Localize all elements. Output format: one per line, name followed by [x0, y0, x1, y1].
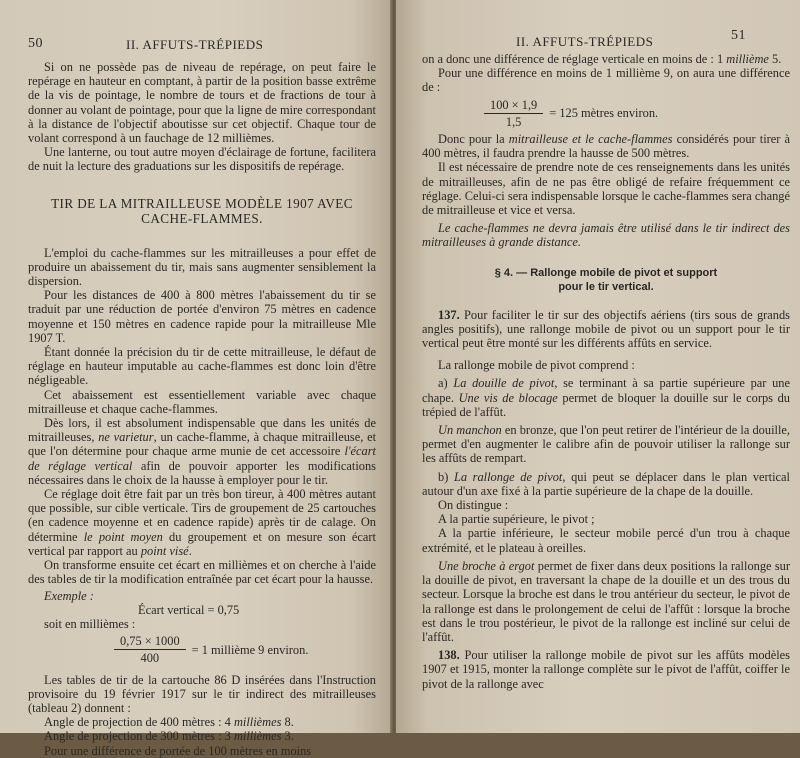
right-paragraph-5: Le cache-flammes ne devra jamais être utilisé dans le tir indirect des mitrailleuses à grande distance.	[422, 221, 790, 250]
left-paragraph-3: L'emploi du cache-flammes sur les mitrailleuses a pour effet de produire un abaissement du tir, mais sans augmenter sensiblement la dispersion.	[28, 245, 376, 289]
right-paragraph-14: Une broche à ergot permet de fixer dans deux positions la rallonge sur la douille de pivot, en traversant la chape de la douille et un des trous du secteur. Lorsque la broche est dans le trou antérieur du secteur, le pivot de la rallonge est dans le prolongement de celui de l'affût : lorsque la broche est dans le trou postérieur, le pivot de la rallonge est incliné sur celui de l'affût.	[422, 558, 790, 644]
right-paragraph-1: on a donc une différence de réglage verticale en moins de : 1 millième 5.	[422, 52, 782, 66]
right-formula	[422, 98, 790, 129]
right-paragraph-13: A la partie inférieure, le secteur mobile percé d'un trou à chaque extrémité, et le plateau à oreilles.	[422, 526, 790, 555]
right-running-head-title: II. AFFUTS-TRÉPIEDS	[516, 34, 654, 49]
left-paragraph-4: Pour les distances de 400 à 800 mètres l'abaissement du tir se traduit par une réduction de portée d'environ 75 mètres en cadence moyenne et 150 mètres en cadence rapide pour la mitrailleuse Mle 1907 T.	[28, 288, 376, 345]
section-title-line-2: CACHE-FLAMMES.	[141, 210, 263, 226]
right-paragraph-8: a) La douille de pivot, se terminant à sa partie supérieure par une chape. Une vis de blocage permet de bloquer la douille sur le corps du trépied de l'affût.	[422, 376, 790, 419]
section-title	[28, 196, 376, 226]
right-fraction-result: = 125 mètres environ.	[549, 106, 659, 121]
left-paragraph-5: Étant donnée la précision du tir de cette mitrailleuse, le défaut de réglage en hauteur imputable au cache-flammes est donc loin d'être négligeable.	[28, 345, 376, 388]
left-paragraph-10: Les tables de tir de la cartouche 86 D insérées dans l'Instruction provisoire du 19 février 1917 sur le tir indirect des mitrailleuses (tableau 2) donnent :	[28, 672, 376, 715]
left-fraction	[114, 634, 186, 665]
left-fraction-result: = 1 millième 9 environ.	[191, 642, 309, 657]
left-last-line: Pour une différence de portée de 100 mètres en moins	[44, 743, 312, 758]
left-fraction-denominator: 400	[140, 651, 160, 666]
right-paragraph-10: b) La rallonge de pivot, qui peut se déplacer dans le plan vertical autour d'un axe fixé à la partie supérieure de la chape de la douille.	[422, 469, 790, 498]
right-page-number: 51	[731, 28, 746, 43]
right-paragraph-3: Donc pour la mitrailleuse et le cache-flammes considérés pour tirer à 400 mètres, il faudra prendre la hausse de 500 mètres.	[422, 132, 790, 161]
section-heading-line-2: pour le tir vertical.	[558, 280, 654, 293]
right-paragraph-7: La rallonge mobile de pivot comprend :	[438, 358, 635, 373]
ecart-line: Écart vertical = 0,75	[138, 602, 240, 617]
left-paragraph-7: Dès lors, il est absolument indispensable que dans les unités de mitrailleuses, ne varietur, un cache-flamme, à chaque mitrailleuse, et que l'on détermine pour chaque arme munie de cet accessoire l'écart de réglage vertical afin de pouvoir apporter les modifications nécessaires dans le choix de la hausse à employer pour le tir.	[28, 416, 377, 487]
right-paragraph-9: Un manchon en bronze, que l'on peut retirer de l'intérieur de la douille, permet d'en augmenter le calibre afin de pouvoir utiliser la rallonge sur les affûts de rempart.	[422, 423, 790, 466]
right-paragraph-11: On distingue :	[438, 498, 509, 513]
right-fraction	[484, 98, 543, 129]
left-page-number: 50	[28, 36, 43, 51]
left-body	[28, 60, 376, 758]
right-running-head	[422, 28, 790, 52]
left-fraction-numerator: 0,75 × 1000	[114, 634, 186, 650]
section-heading	[422, 266, 790, 294]
right-paragraph-2: Pour une différence en moins de 1 millième 9, on aura une différence de :	[422, 66, 790, 95]
right-paragraph-6: 137. Pour faciliter le tir sur des objectifs aériens (tirs sous de grands angles positifs), une rallonge mobile de pivot ou un support pour le tir vertical peut être monté sur les différents affûts en service.	[422, 307, 790, 351]
left-paragraph-9: On transforme ensuite cet écart en millièmes et on cherche à l'aide des tables de tir la modification entraînée par cet écart pour la hausse.	[28, 558, 376, 587]
soit-line: soit en millièmes :	[44, 616, 136, 631]
left-page	[0, 0, 392, 758]
right-body	[422, 52, 790, 691]
left-formula	[28, 634, 376, 665]
right-fraction-denominator: 1,5	[505, 114, 522, 129]
right-paragraph-12: A la partie supérieure, le pivot ;	[438, 512, 595, 527]
right-fraction-numerator: 100 × 1,9	[484, 98, 543, 114]
right-paragraph-4: Il est nécessaire de prendre note de ces renseignements dans les unités de mitrailleuses, afin de ne pas être obligé de refaire fréquemment ce réglage. Celui-ci sera indispensable lorsque le cache-flammes sera changé de mitrailleuse et vice et versa.	[422, 160, 790, 218]
left-paragraph-1: Si on ne possède pas de niveau de repérage, on peut faire le repérage en hauteur en comptant, à partir de la position basse extrême de la vis de pointage, le nombre de tours et de fractions de tour à donner au volant de pointage, pour que la ligne de mire correspondant à la distance de l'objectif aboutisse sur cet objectif. Chaque tour de volant correspond à un fauchage de 12 millièmes.	[28, 60, 376, 146]
section-title-line-1: TIR DE LA MITRAILLEUSE MODÈLE 1907 AVEC	[51, 195, 353, 211]
angle-line-1: Angle de projection de 400 mètres : 4 millièmes 8.	[44, 715, 294, 730]
left-running-head	[28, 36, 376, 60]
section-heading-line-1: § 4. — Rallonge mobile de pivot et support	[494, 266, 718, 279]
left-paragraph-6: Cet abaissement est essentiellement variable avec chaque mitrailleuse et chaque cache-flammes.	[28, 387, 376, 416]
left-running-head-title: II. AFFUTS-TRÉPIEDS	[126, 37, 264, 52]
example-label: Exemple :	[44, 588, 94, 603]
right-paragraph-15: 138. Pour utiliser la rallonge mobile de pivot sur les affûts modèles 1907 et 1915, monter la rallonge complète sur le pivot de l'affût, coiffer le pivot de la rallonge avec	[422, 648, 790, 691]
left-paragraph-8: Ce réglage doit être fait par un très bon tireur, à 400 mètres autant que possible, sur cible verticale. Tirs de groupement de 25 cartouches (en cadence moyenne et en cadence rapide) après tir de calage. On détermine le point moyen du groupement et on mesure son écart vertical par rapport au point visé.	[28, 487, 377, 558]
left-paragraph-2: Une lanterne, ou tout autre moyen d'éclairage de fortune, facilitera de nuit la lecture des graduations sur les dispositifs de repérage.	[28, 145, 376, 174]
angle-line-2: Angle de projection de 300 mètres : 3 millièmes 3.	[44, 729, 294, 744]
right-page	[396, 0, 800, 733]
